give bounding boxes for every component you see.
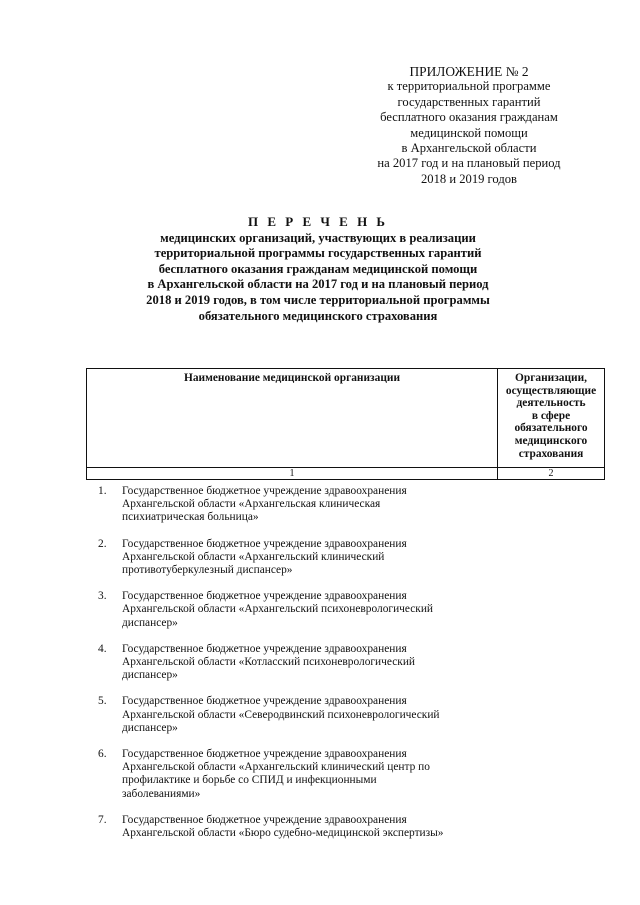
title-line: в Архангельской области на 2017 год и на плановый период bbox=[147, 277, 489, 292]
organizations-table-header bbox=[86, 368, 605, 480]
column-header-oms-line: обязательного bbox=[514, 422, 588, 435]
column-number-1: 1 bbox=[87, 468, 498, 480]
appendix-line: медицинской помощи bbox=[410, 125, 528, 140]
column-number-row bbox=[87, 468, 605, 480]
item-line: противотуберкулезный диспансер» bbox=[122, 564, 293, 577]
list-item bbox=[96, 538, 516, 578]
column-header-oms-line: страхования bbox=[518, 447, 584, 460]
item-line: диспансер» bbox=[122, 616, 178, 629]
item-line: Архангельской области «Архангельский клинический bbox=[122, 550, 385, 563]
appendix-line: бесплатного оказания гражданам bbox=[380, 110, 558, 125]
item-line: Архангельской области «Бюро судебно-медицинской экспертизы» bbox=[122, 827, 444, 840]
appendix-heading: ПРИЛОЖЕНИЕ № 2 bbox=[409, 64, 529, 79]
column-header-oms-line: Организации, bbox=[515, 372, 588, 384]
item-line: Архангельской области «Северодвинский психоневрологический bbox=[122, 708, 440, 721]
item-number: 5. bbox=[98, 695, 107, 708]
item-line: Архангельской области «Архангельский клинический центр по bbox=[122, 761, 430, 774]
item-line: профилактике и борьбе со СПИД и инфекционными bbox=[122, 774, 377, 787]
column-header-name: Наименование медицинской организации bbox=[87, 369, 498, 468]
item-number: 3. bbox=[98, 590, 107, 603]
column-header-oms bbox=[498, 369, 605, 468]
column-number-2: 2 bbox=[498, 468, 605, 480]
appendix-line: 2018 и 2019 годов bbox=[421, 171, 517, 186]
list-item bbox=[96, 695, 516, 735]
list-item bbox=[96, 590, 516, 630]
title-line: обязательного медицинского страхования bbox=[198, 308, 438, 323]
item-number: 2. bbox=[98, 537, 107, 550]
item-line: Архангельской области «Архангельский психоневрологический bbox=[122, 603, 434, 616]
title-heading: П Е Р Е Ч Е Н Ь bbox=[247, 214, 389, 229]
column-header-oms-line: медицинского bbox=[514, 434, 588, 447]
column-header-oms-line: деятельность bbox=[516, 397, 586, 410]
list-item bbox=[96, 485, 516, 525]
document-title bbox=[92, 214, 544, 324]
list-item bbox=[96, 814, 516, 840]
list-item bbox=[96, 748, 516, 801]
item-number: 4. bbox=[98, 642, 107, 655]
appendix-line: государственных гарантий bbox=[397, 94, 541, 109]
item-line: диспансер» bbox=[122, 669, 178, 682]
column-header-oms-line: осуществляющие bbox=[505, 384, 597, 397]
item-number: 1. bbox=[98, 485, 107, 497]
appendix-line: на 2017 год и на плановый период bbox=[377, 156, 561, 171]
item-number: 7. bbox=[98, 813, 107, 826]
item-line: Государственное бюджетное учреждение здравоохранения bbox=[122, 537, 407, 550]
header-row bbox=[87, 369, 605, 468]
item-number: 6. bbox=[98, 748, 107, 761]
item-line: Государственное бюджетное учреждение здравоохранения bbox=[122, 485, 407, 497]
item-line: психиатрическая больница» bbox=[122, 511, 259, 524]
organizations-list bbox=[96, 485, 516, 840]
list-item bbox=[96, 643, 516, 683]
title-line: медицинских организаций, участвующих в реализации bbox=[160, 230, 476, 245]
appendix-line: в Архангельской области bbox=[401, 141, 537, 156]
title-line: территориальной программы государственных гарантий bbox=[154, 246, 482, 261]
item-line: Государственное бюджетное учреждение здравоохранения bbox=[122, 590, 407, 603]
item-line: Государственное бюджетное учреждение здравоохранения bbox=[122, 642, 407, 655]
appendix-block bbox=[360, 64, 578, 187]
item-line: заболеваниями» bbox=[122, 787, 201, 800]
item-line: Государственное бюджетное учреждение здравоохранения bbox=[122, 695, 407, 708]
title-line: бесплатного оказания гражданам медицинской помощи bbox=[158, 261, 478, 276]
item-line: Архангельской области «Архангельская клиническая bbox=[122, 498, 381, 511]
title-line: 2018 и 2019 годов, в том числе территориальной программы bbox=[146, 292, 490, 307]
column-header-oms-line: в сфере bbox=[531, 409, 571, 422]
item-line: диспансер» bbox=[122, 721, 178, 734]
item-line: Государственное бюджетное учреждение здравоохранения bbox=[122, 813, 407, 826]
item-line: Государственное бюджетное учреждение здравоохранения bbox=[122, 748, 407, 761]
item-line: Архангельской области «Котласский психоневрологический bbox=[122, 656, 416, 669]
appendix-line: к территориальной программе bbox=[387, 79, 551, 94]
